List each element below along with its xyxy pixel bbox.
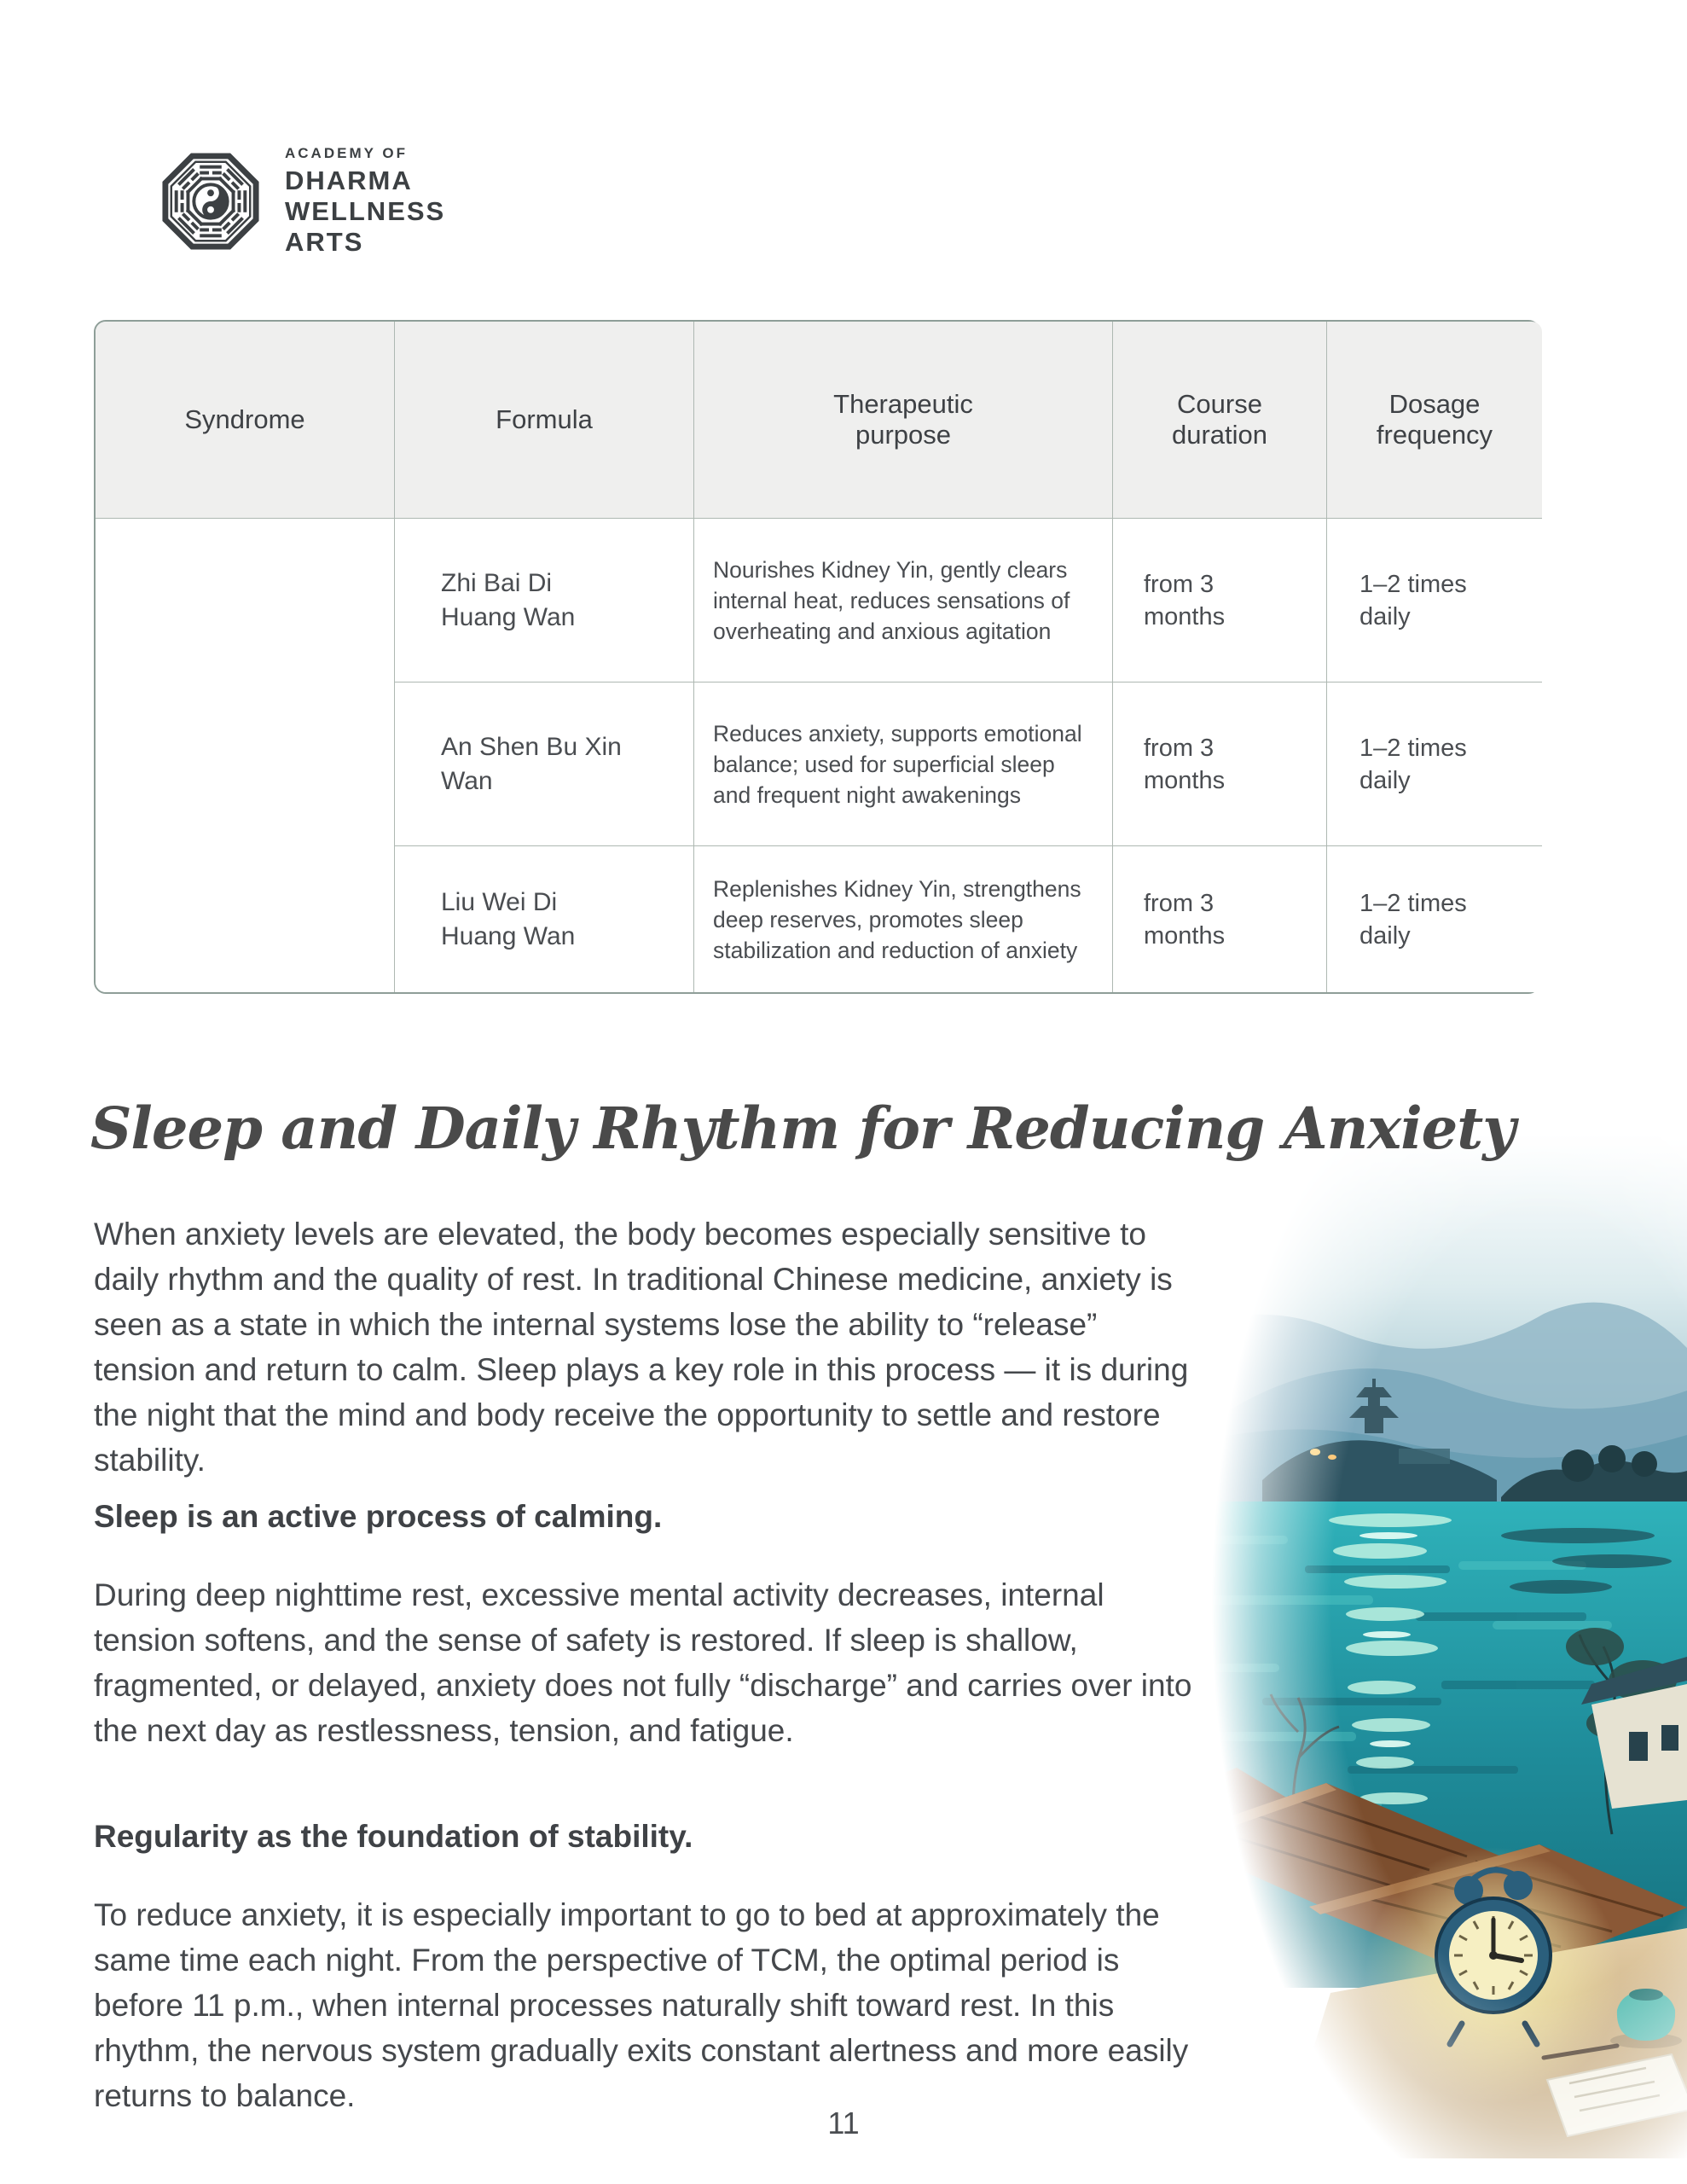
intro-paragraph: When anxiety levels are elevated, the body becomes especially sensitive to daily rhythm and the quality of rest. In traditional Chinese medicine, anxiety is seen as a state in which the internal systems lose the ability to “release” tension and return to calm. Sleep plays a key role in this process — it is during the night that the mind and body receive the opportunity to settle and restore stability. (94, 1217, 1189, 1478)
table-row-3-purpose: Replenishes Kidney Yin, strengthens deep reserves, promotes sleep stabilization and reduction of anxiety (693, 845, 1112, 992)
brand-name (285, 145, 445, 258)
table-row-3-frequency: 1–2 times daily (1326, 845, 1542, 992)
section-title: Sleep and Daily Rhythm for Reducing Anxiety (90, 1094, 1516, 1162)
syndrome-cell (96, 518, 394, 992)
column-header-therapeutic-purpose: Therapeutic purpose (693, 322, 1112, 518)
column-header-course-duration: Course duration (1112, 322, 1326, 518)
formulas-table (94, 320, 1540, 994)
table-row-1-formula: Zhi Bai Di Huang Wan (394, 518, 693, 682)
brand-tagline: ACADEMY OF (285, 145, 408, 161)
table-row-1-duration: from 3 months (1112, 518, 1326, 682)
night-lake-illustration (1134, 1135, 1687, 2158)
table-row-1-purpose: Nourishes Kidney Yin, gently clears internal heat, reduces sensations of overheating and anxious agitation (693, 518, 1112, 682)
brand-line-2: WELLNESS (285, 196, 446, 226)
paragraph-sleep-process: During deep nighttime rest, excessive mental activity decreases, internal tension softens, and the sense of safety is restored. If sleep is shallow, fragmented, or delayed, anxiety does not fully “discharge” and carries over into the next day as restlessness, tension, and fatigue. (94, 1577, 1192, 1748)
table-row-3-formula: Liu Wei Di Huang Wan (394, 845, 693, 992)
table-row-2-purpose: Reduces anxiety, supports emotional balance; used for superficial sleep and frequent night awakenings (693, 682, 1112, 845)
table-row-3-duration: from 3 months (1112, 845, 1326, 992)
bagua-yin-yang-icon (160, 151, 261, 252)
table-row-2-frequency: 1–2 times daily (1326, 682, 1542, 845)
table-row-2-duration: from 3 months (1112, 682, 1326, 845)
paragraph-regularity: To reduce anxiety, it is especially important to go to bed at approximately the same time each night. From the perspective of TCM, the optimal period is before 11 p.m., when internal processes naturally shift toward rest. In this rhythm, the nervous system gradually exits constant alertness and more easily returns to balance. (94, 1897, 1189, 2113)
brand-line-1: DHARMA (285, 166, 413, 195)
page-number: 11 (827, 2106, 860, 2140)
subheading-sleep-process: Sleep is an active process of calming. (94, 1499, 663, 1534)
table-row-1-frequency: 1–2 times daily (1326, 518, 1542, 682)
subheading-regularity: Regularity as the foundation of stability. (94, 1819, 693, 1854)
brand-logo (160, 145, 445, 258)
table-row-2-formula: An Shen Bu Xin Wan (394, 682, 693, 845)
column-header-syndrome: Syndrome (96, 322, 394, 518)
column-header-formula: Formula (394, 322, 693, 518)
brand-line-3: ARTS (285, 227, 364, 257)
column-header-dosage-frequency: Dosage frequency (1326, 322, 1542, 518)
